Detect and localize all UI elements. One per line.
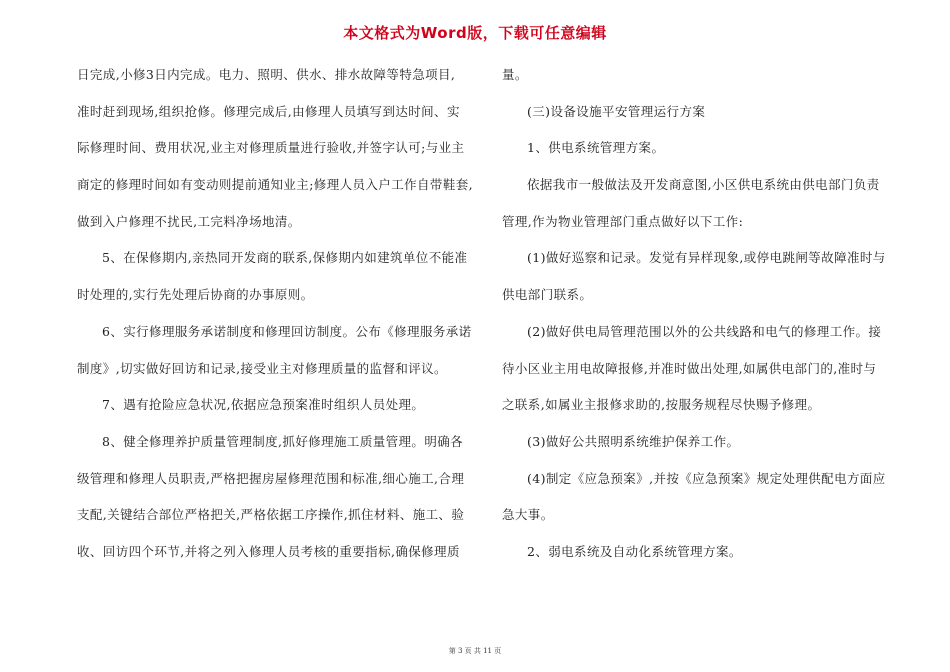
text-line: 之联系,如属业主报修求助的,按服务规程尽快赐予修理。	[502, 397, 821, 413]
text-line: 级管理和修理人员职责,严格把握房屋修理范围和标准,细心施工,合理	[77, 470, 465, 486]
text-line: 供电部门联系。	[502, 287, 593, 303]
text-line: 日完成,小修3日内完成。电力、照明、供水、排水故障等特急项目,	[77, 67, 456, 82]
text-line: 支配,关键结合部位严格把关,严格依据工序操作,抓住材料、施工、验	[77, 507, 465, 523]
text-line: (2)做好供电局管理范围以外的公共线路和电气的修理工作。接	[527, 323, 882, 339]
text-line: 依据我市一般做法及开发商意图,小区供电系统由供电部门负责	[527, 177, 880, 193]
text-line: 商定的修理时间如有变动则提前通知业主;修理人员入户工作自带鞋套,	[77, 177, 473, 193]
text-line: 准时赶到现场,组织抢修。修理完成后,由修理人员填写到达时间、实	[77, 103, 460, 119]
text-line: 5、在保修期内,亲热同开发商的联系,保修期内如建筑单位不能准	[102, 250, 468, 266]
text-line: 2、弱电系统及自动化系统管理方案。	[527, 543, 742, 559]
right-text-column	[502, 64, 886, 578]
text-line: (4)制定《应急预案》,并按《应急预案》规定处理供配电方面应	[527, 470, 886, 486]
text-line: 急大事。	[502, 507, 554, 523]
text-line: 管理,作为物业管理部门重点做好以下工作:	[502, 213, 744, 229]
page-number-footer: 第 3 页 共 11 页	[448, 647, 502, 655]
text-line: 做到入户修理不扰民,工完料净场地清。	[77, 213, 301, 229]
text-line: 1、供电系统管理方案。	[527, 140, 665, 156]
text-line: (3)做好公共照明系统维护保养工作。	[527, 433, 740, 449]
text-line: 量。	[502, 67, 528, 82]
document-header-title: 本文格式为Word版，下载可任意编辑	[343, 24, 607, 42]
text-line: 6、实行修理服务承诺制度和修理回访制度。公布《修理服务承诺	[102, 323, 472, 339]
text-line: 际修理时间、费用状况,业主对修理质量进行验收,并签字认可;与业主	[77, 140, 465, 156]
text-line: 制度》,切实做好回访和记录,接受业主对修理质量的监督和评议。	[77, 360, 447, 376]
text-line: (1)做好巡察和记录。发觉有异样现象,或停电跳闸等故障准时与	[527, 250, 886, 266]
text-line: 8、健全修理养护质量管理制度,抓好修理施工质量管理。明确各	[102, 433, 464, 449]
text-line: 7、遇有抢险应急状况,依据应急预案准时组织人员处理。	[102, 397, 425, 413]
text-line: 时处理的,实行先处理后协商的办事原则。	[77, 287, 314, 303]
text-line: (三)设备设施平安管理运行方案	[527, 103, 706, 119]
text-line: 待小区业主用电故障报修,并准时做出处理,如属供电部门的,准时与	[502, 360, 877, 376]
text-line: 收、回访四个环节,并将之列入修理人员考核的重要指标,确保修理质	[77, 543, 460, 559]
left-text-column	[77, 64, 475, 578]
